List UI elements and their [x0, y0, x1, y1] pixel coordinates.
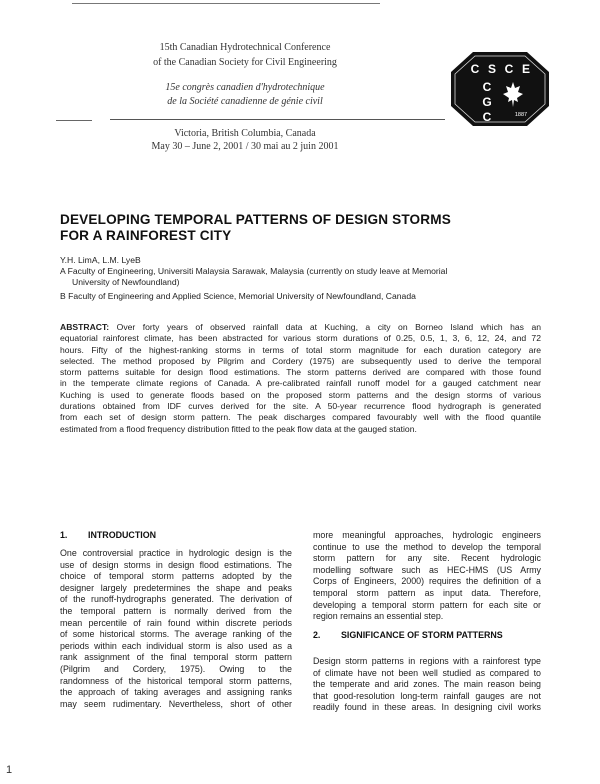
logo-letter-e: E: [521, 62, 531, 76]
text-line: developing a temporal storm pattern for each site or: [313, 599, 541, 610]
authors: Y.H. LimA, L.M. LyeB: [60, 255, 141, 265]
text-line: mean percentile of rain found within discrete periods: [60, 617, 292, 628]
text-line: the approach of taking averages and assigning ranks: [60, 687, 292, 698]
text-line: the temperate and arid zones. The main reason being: [313, 679, 541, 690]
abstract-line-first: Over forty years of observed rainfall data at Kuching, a city on Borneo Island which has an: [116, 322, 542, 332]
text-line: continue to use the method to develop the temporal: [313, 541, 541, 552]
text-line: Kuching is used to generate floods based on the proposed storm patterns and the design storms of various: [60, 389, 541, 400]
text-line: may seem rudimentary. Nevertheless, short of other: [60, 698, 292, 709]
text-line: readily found in these areas. In designing civil works: [313, 702, 541, 713]
text-line: from each set of design storm pattern. The peak discharges compared favourably well with the flood quantile: [60, 412, 541, 423]
section-1-title: INTRODUCTION: [88, 530, 157, 540]
text-line: more meaningful approaches, hydrologic engineers: [313, 530, 541, 540]
section-1-body: [60, 548, 292, 710]
paper-title-line1: DEVELOPING TEMPORAL PATTERNS OF DESIGN STORMS: [60, 212, 451, 227]
abstract-lines: [60, 333, 541, 435]
text-line: durations obtained from IDF curves derived for the site. A 50-year recurrence flood hydrograph is generated: [60, 401, 541, 412]
text-line: selected. The method proposed by Pilgrim and Cordery (1975) are subsequently used to derive the temporal: [60, 355, 541, 366]
header-rule: [110, 119, 445, 120]
text-line: that good-resolution long-term rainfall gauges are not: [313, 690, 541, 701]
society-name: of the Canadian Society for Civil Engineering: [153, 57, 337, 68]
text-line: in the temperate climate regions of Canada. A pre-calibrated rainfall runoff model for a gauged catchment near: [60, 378, 541, 389]
csce-logo: [451, 52, 549, 126]
text-line: Corps of Engineers, 2000) requires the definition of a: [313, 576, 541, 587]
logo-letter-g: G: [482, 95, 492, 109]
abstract-line: [60, 322, 541, 333]
text-line: of climate have not been well studied as compared to: [313, 667, 541, 678]
logo-letter-c4: C: [482, 110, 492, 124]
logo-letter-c2: C: [504, 62, 514, 76]
conference-dates: May 30 – June 2, 2001 / 30 mai au 2 juin 2001: [151, 141, 339, 152]
abstract: [60, 322, 541, 435]
text-line: randomness of the historical temporal storm patterns,: [60, 675, 292, 686]
affiliation-a-line2: University of Newfoundland): [72, 277, 180, 287]
text-line: Design storm patterns in regions with a rainforest type: [313, 656, 541, 666]
logo-letter-c3: C: [482, 80, 492, 94]
conference-name-french: 15e congrès canadien d'hydrotechnique: [165, 82, 325, 93]
text-line: the temporal pattern is normally derived from the: [60, 605, 292, 616]
section-2-heading: [313, 630, 503, 642]
text-line: temporal storm pattern as input data. Therefore,: [313, 587, 541, 598]
abstract-label: ABSTRACT:: [60, 322, 110, 332]
text-line: estimated from a flood frequency distribution fitted to the peak flow data at the gauged station.: [60, 423, 417, 434]
section-2-body: [313, 656, 541, 714]
section-2-title: SIGNIFICANCE OF STORM PATTERNS: [341, 630, 503, 640]
text-line: storm pattern for any site. Recent hydrologic: [313, 553, 541, 564]
text-line: periods within each individual storm is also used as a: [60, 640, 292, 651]
section-1-heading: [60, 530, 156, 542]
text-line: use of design storms in design flood estimations. The: [60, 559, 292, 570]
author-list: [60, 255, 141, 265]
text-line: equatorial rainforest climate, has been abstracted for various storm durations of 0.25, 0.5, 1, 3, 6, 12, 24, and 72: [60, 333, 541, 344]
text-line: (Pilgrim and Cordery, 1975). Owing to the: [60, 663, 292, 674]
logo-letter-c1: C: [470, 62, 480, 76]
top-rule: [72, 3, 380, 4]
logo-year: 1887: [514, 112, 528, 118]
affiliation-a-line1: A Faculty of Engineering, Universiti Malaysia Sarawak, Malaysia (currently on study leave at Memorial: [60, 266, 448, 276]
header-rule-left: [56, 120, 92, 121]
text-line: storm patterns suitable for design flood estimations. The storm patterns derived are compared with those found: [60, 367, 541, 378]
text-line: choice of temporal storm patterns adopted by the: [60, 571, 292, 582]
affiliation-b: B Faculty of Engineering and Applied Science, Memorial University of Newfoundland, Canada: [60, 291, 416, 301]
text-line: One controversial practice in hydrologic design is the: [60, 548, 292, 558]
section-1-continued: [313, 530, 541, 623]
logo-letter-s: S: [487, 62, 497, 76]
text-line: of the runoff-hydrographs generated. The derivation of: [60, 594, 292, 605]
section-1-number: 1.: [60, 530, 68, 540]
conference-location: Victoria, British Columbia, Canada: [174, 128, 316, 139]
section-2-number: 2.: [313, 630, 321, 640]
text-line: modelling software such as HEC-HMS (US Army: [313, 564, 541, 575]
text-line: designer largely predetermines the shape and peaks: [60, 582, 292, 593]
conference-name: 15th Canadian Hydrotechnical Conference: [159, 42, 331, 53]
society-name-french: de la Société canadienne de génie civil: [167, 96, 323, 107]
text-line: rank assignment of the final temporal storm pattern: [60, 652, 292, 663]
text-line: of some historical storms. The average ranking of the: [60, 629, 292, 640]
text-line: region remains an essential step.: [313, 611, 444, 622]
paper-title-line2: FOR A RAINFOREST CITY: [60, 228, 232, 243]
page-number: 1: [6, 764, 13, 776]
text-line: hours. Fifty of the highest-ranking storms in terms of total storm magnitude for each duration category are: [60, 344, 541, 355]
logo-octagon: [451, 52, 549, 126]
